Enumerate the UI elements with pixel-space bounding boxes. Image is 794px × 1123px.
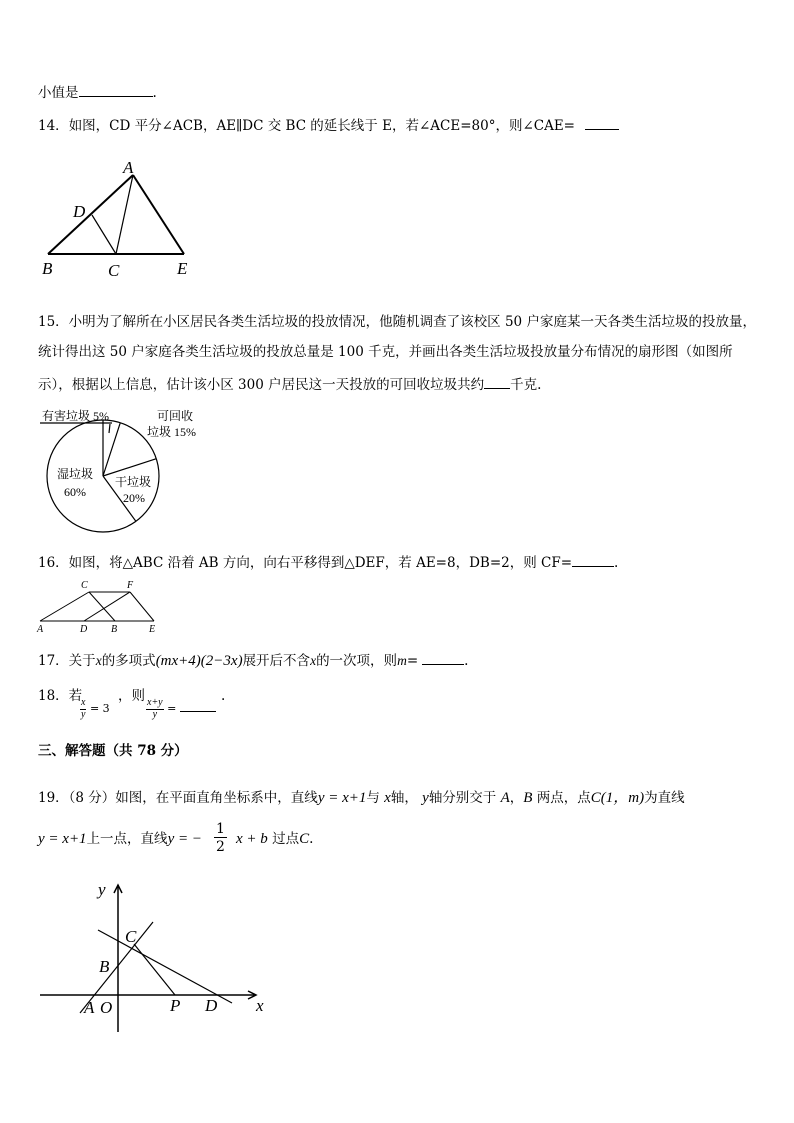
q19-point-C-coords: C(1，m) xyxy=(590,790,645,806)
q19-label-A: A xyxy=(84,998,95,1017)
q19-label-C: C xyxy=(125,927,137,946)
q19-line2-eq-suffix: x + b xyxy=(236,831,268,847)
q19-label-B: B xyxy=(99,957,110,976)
q15-line1: 15．小明为了解所在小区居民各类生活垃圾的投放情况，他随机调查了该校区 50 户家庭某一天各类生活垃圾的投放量， xyxy=(38,314,756,330)
q19-comma: ， xyxy=(509,790,524,806)
pie-label-wet-2: 60% xyxy=(64,485,86,499)
q17-text-2: 展开后不含 xyxy=(242,653,311,669)
q19-line-equation: y = x+1 xyxy=(317,790,367,806)
q19-label-O: O xyxy=(100,998,113,1017)
q18-then: ，则 xyxy=(118,688,145,704)
q17-equals: = xyxy=(406,653,419,669)
q18-prefix: 18．若 xyxy=(38,688,83,704)
pie-label-wet-1: 湿垃圾 xyxy=(57,467,94,481)
q15-line3-unit: 千克. xyxy=(510,377,542,393)
q14-number: 14． xyxy=(38,118,69,134)
q19-half-denominator: 2 xyxy=(216,839,225,855)
q13-tail-text: 小值是 xyxy=(38,85,79,101)
q16-label-F: F xyxy=(127,580,134,591)
q14-label-E: E xyxy=(177,259,188,278)
q18-f1-numerator: x xyxy=(81,697,86,708)
q19-text-5: 两点，点 xyxy=(536,790,591,806)
q16-period: . xyxy=(614,555,619,571)
q19-line2-eq-prefix: y = − xyxy=(167,831,202,847)
q19-point-A: A xyxy=(500,790,510,806)
pie-label-dry-1: 干垃圾 xyxy=(115,475,152,489)
q19-text-2: 与 xyxy=(366,790,380,806)
q19-period: . xyxy=(309,831,314,847)
q15-line3-text: 示），根据以上信息，估计该小区 300 户居民这一天投放的可回收垃圾共约 xyxy=(38,377,485,393)
q19-label-P: P xyxy=(170,996,181,1015)
q14-text: 如图，CD 平分∠ACB，AE∥DC 交 BC 的延长线于 E，若∠ACE=80°，则∠CAE= xyxy=(68,118,575,134)
q19-label-D: D xyxy=(205,996,218,1015)
q19-point-B: B xyxy=(523,790,533,806)
q17-expression: (mx+4)(2−3x) xyxy=(155,653,243,669)
q19-segment-CP xyxy=(134,944,175,995)
q16-text: 16．如图，将△ABC 沿着 AB 方向，向右平移得到△DEF，若 AE=8，DB=2，则 CF= xyxy=(38,555,573,571)
q15-line2: 统计得出这 50 户家庭各类生活垃圾的投放总量是 100 千克，并画出各类生活垃圾投放量分布情况的扇形图（如图所 xyxy=(38,344,733,360)
q19-text: 19．（8 分）如图，在平面直角坐标系中，直线 xyxy=(38,790,318,806)
pie-label-harmful: 有害垃圾 5% xyxy=(42,409,109,423)
q19-x-axis-var: x xyxy=(384,790,391,806)
q19-text-7: 上一点，直线 xyxy=(86,831,168,847)
q18-f1-denominator: y xyxy=(81,708,86,720)
q17-text: 的多项式 xyxy=(101,653,156,669)
q19-text-6: 为直线 xyxy=(644,790,685,806)
q16-label-B: B xyxy=(111,624,118,635)
q19-label-x: x xyxy=(256,996,264,1015)
pie-label-recyclable-2: 垃圾 15% xyxy=(147,425,196,439)
q14-label-B: B xyxy=(42,259,53,278)
q16-label-A: A xyxy=(37,624,44,635)
q18-f2-numerator: x+y xyxy=(147,697,163,708)
q14-label-C: C xyxy=(108,261,120,280)
q14-label-A: A xyxy=(123,158,134,177)
q17-var-x: x xyxy=(95,653,102,668)
pie-label-recyclable-1: 可回收 xyxy=(157,409,194,423)
q16-label-D: D xyxy=(80,624,88,635)
q18-f1-rhs: = 3 xyxy=(89,702,110,715)
q18-f2-denominator: y xyxy=(152,708,158,720)
q19-point-C: C xyxy=(299,831,310,847)
q18-period: . xyxy=(221,688,226,704)
q17-var-x-2: x xyxy=(310,653,317,668)
q18-f2-rhs: = xyxy=(167,702,177,715)
q19-y-axis-var: y xyxy=(422,790,429,806)
q16-label-C: C xyxy=(81,580,88,591)
q17-period: . xyxy=(464,653,469,669)
q17-text-3: 的一次项，则 xyxy=(316,653,398,669)
q19-half-numerator: 1 xyxy=(216,821,225,837)
q19-text-8: 过点 xyxy=(272,831,300,847)
q19-line-equation-2: y = x+1 xyxy=(38,831,87,847)
q19-text-4: 轴分别交于 xyxy=(428,790,497,806)
q16-label-E: E xyxy=(149,624,156,635)
q19-label-y: y xyxy=(98,880,106,899)
q17-var-m: m xyxy=(397,653,407,668)
q14-label-D: D xyxy=(73,202,86,221)
section-title: 三、解答题（共 78 分） xyxy=(38,743,188,759)
q19-text-3: 轴， xyxy=(390,790,418,806)
q17-prefix: 17．关于 xyxy=(38,653,96,669)
pie-label-dry-2: 20% xyxy=(123,491,145,505)
q13-period: . xyxy=(152,85,157,101)
